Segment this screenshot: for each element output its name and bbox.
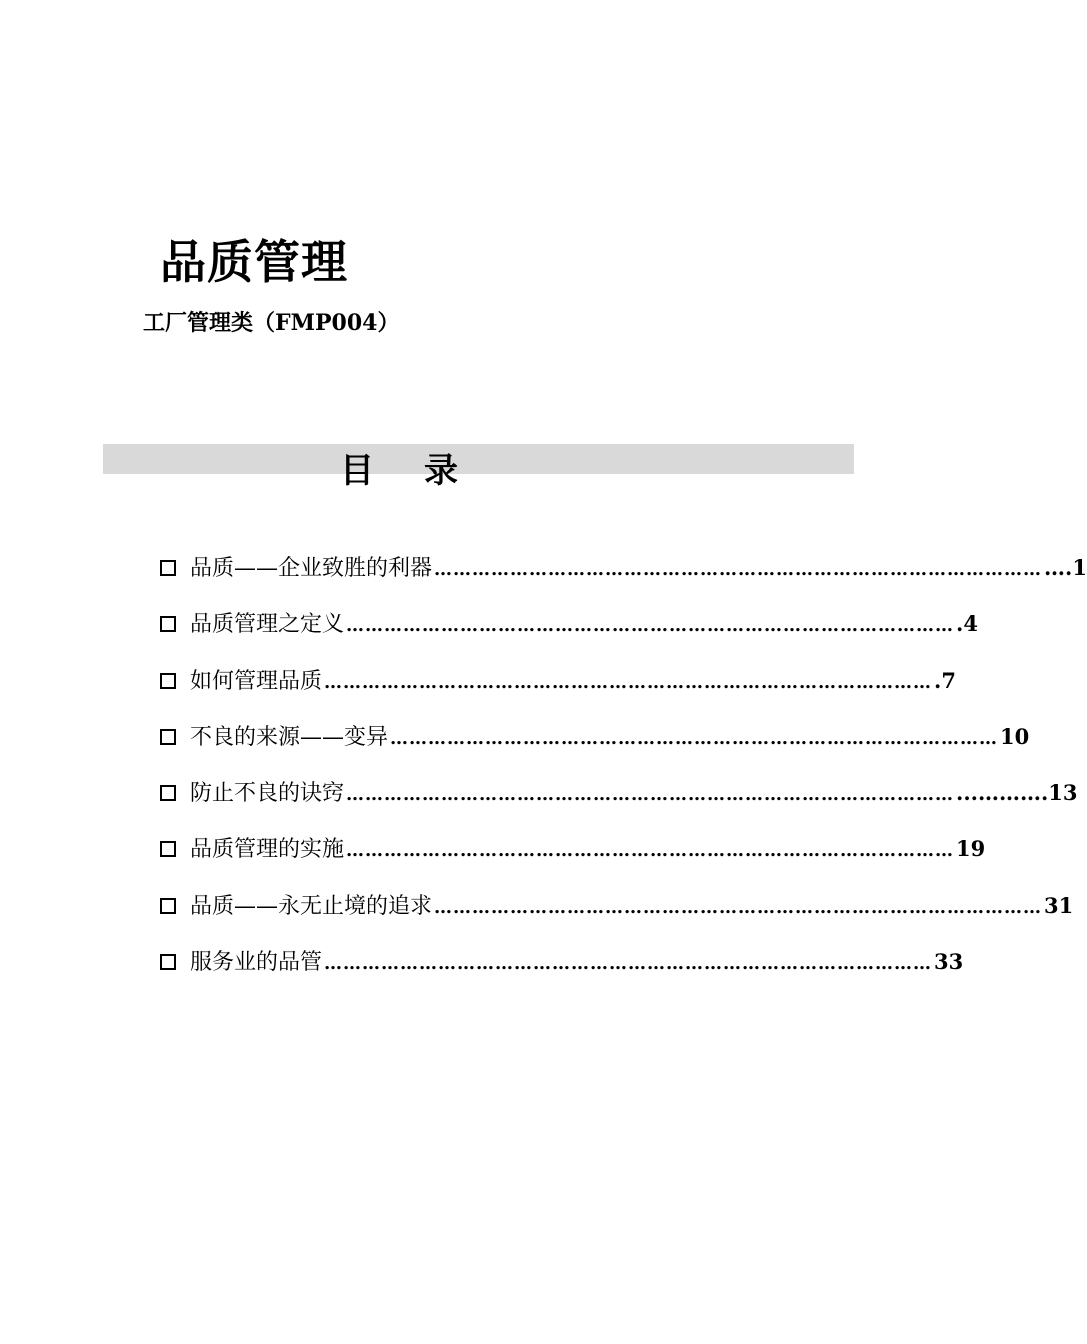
toc-item[interactable]	[160, 604, 978, 660]
dot-leader: ……………………………………………………………………………………	[390, 727, 999, 749]
dot-leader: ……………………………………………………………………………………	[434, 896, 1043, 918]
toc-item-page: 19	[956, 836, 986, 862]
dot-leader: ……………………………………………………………………………………	[346, 784, 955, 806]
dot-leader: ……………………………………………………………………………………	[346, 615, 955, 637]
toc-item[interactable]	[160, 717, 1030, 773]
toc-item-label: 品质——永无止境的追求	[190, 893, 433, 919]
toc-heading-band	[103, 444, 854, 474]
checkbox-icon	[160, 841, 176, 857]
checkbox-icon	[160, 673, 176, 689]
toc-item-label: 服务业的品管	[190, 950, 323, 976]
toc-item-label: 品质管理之定义	[190, 612, 345, 638]
checkbox-icon	[160, 616, 176, 632]
toc-item-page: 31	[1044, 892, 1074, 918]
toc-item[interactable]	[160, 661, 956, 717]
toc-item-page: .4	[956, 611, 978, 637]
checkbox-icon	[160, 785, 176, 801]
dot-leader: ……………………………………………………………………………………	[346, 840, 955, 862]
checkbox-icon	[160, 560, 176, 576]
toc-heading-right: 录	[424, 451, 458, 491]
toc-item-page: ….1	[1044, 555, 1087, 580]
dot-leader: ……………………………………………………………………………………	[324, 671, 933, 693]
toc-item[interactable]	[160, 942, 964, 998]
dot-leader: ……………………………………………………………………………………	[324, 953, 933, 975]
toc-item[interactable]	[160, 773, 1078, 829]
toc-item[interactable]	[160, 886, 1074, 942]
checkbox-icon	[160, 729, 176, 745]
checkbox-icon	[160, 954, 176, 970]
toc-heading	[340, 448, 458, 494]
toc-item[interactable]	[160, 548, 1087, 604]
toc-item-label: 防止不良的诀窍	[190, 781, 345, 807]
toc-item-page: 33	[934, 949, 964, 975]
document-subtitle: 工厂管理类（FMP004）	[143, 310, 400, 336]
toc-heading-left: 目	[340, 451, 374, 491]
toc-item-page: .7	[934, 667, 956, 693]
toc-item[interactable]	[160, 829, 986, 885]
dot-leader: ……………………………………………………………………………………	[434, 559, 1043, 580]
toc-item-label: 如何管理品质	[190, 668, 323, 694]
checkbox-icon	[160, 898, 176, 914]
toc-item-label: 品质管理的实施	[190, 837, 345, 863]
toc-item-label: 品质——企业致胜的利器	[190, 556, 433, 581]
toc-item-page: 10	[1000, 723, 1030, 749]
document-title: 品质管理	[160, 235, 348, 289]
toc-item-label: 不良的来源——变异	[190, 724, 389, 750]
toc-item-page: ...……….13	[956, 780, 1078, 806]
toc-list	[160, 548, 1087, 998]
